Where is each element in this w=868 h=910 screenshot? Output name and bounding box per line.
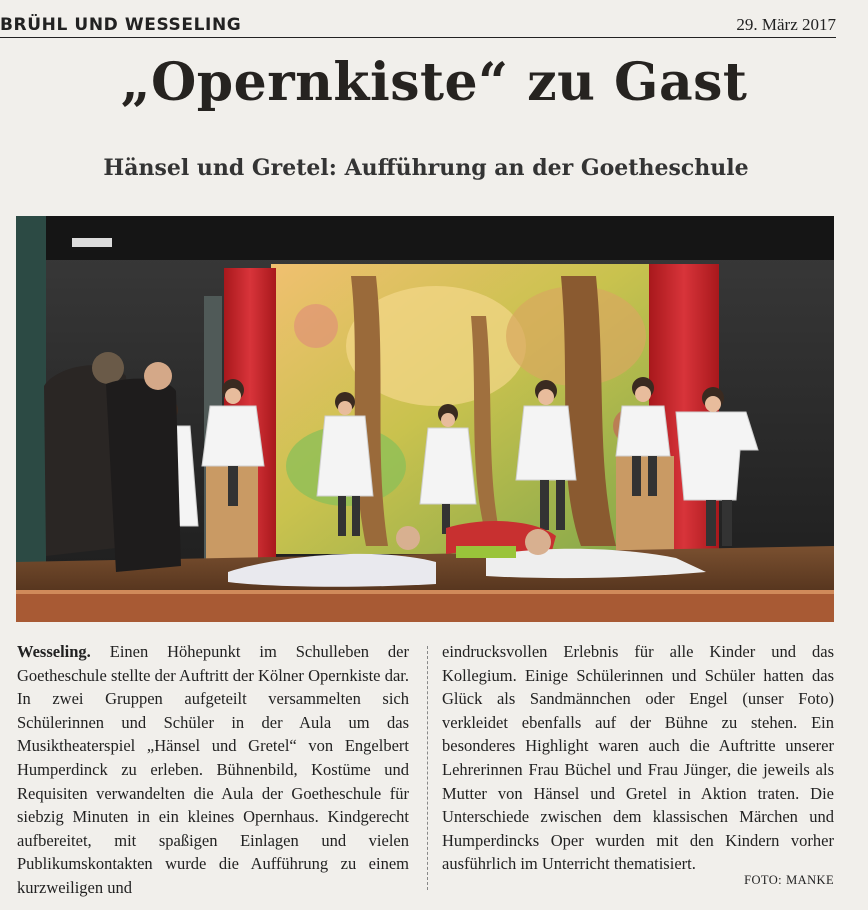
issue-date: 29. März 2017 — [736, 15, 836, 34]
subheadline: Hänsel und Gretel: Aufführung an der Goetheschule — [103, 155, 749, 181]
column-1-text: Einen Höhepunkt im Schulleben der Goetheschule stellte der Auftritt der Kölner Opernkiste dar. In zwei Gruppen aufgeteilt versammelten sich Schülerinnen und Schüler in der Aula um das Musiktheaterspiel „Hänsel und Gretel“ von Engelbert Humperdinck zu erleben. Bühnenbild, Kostüme und Requisiten verwandelten die Aula der Goetheschule für siebzig Minuten in ein kleines Opernhaus. Kindgerecht aufbereitet, mit spaßigen Einlagen und vielen Publikumskontakten wurde die Aufführung zu einem kurzweiligen und — [17, 642, 409, 897]
column-divider — [427, 646, 428, 890]
headline: „Opernkiste“ zu Gast — [120, 52, 748, 113]
page-header — [0, 8, 836, 38]
article-column-2 — [442, 640, 834, 876]
section-title: BRÜHL UND WESSELING — [0, 15, 242, 35]
article-lead: Wesseling. — [17, 642, 91, 661]
column-2-text: eindrucksvollen Erlebnis für alle Kinder und das Kollegium. Einige Schülerinnen und Schüler hatten das Glück als Sandmännchen oder Engel (unser Foto) verkleidet ebenfalls auf der Bühne zu stehen. Ein besonderes Highlight waren auch die Auftritte unserer Lehrerinnen Frau Büchel und Frau Jünger, die jeweils als Mutter von Hänsel und Gretel in Aktion traten. Die Unterschiede zwischen dem klassischen Märchen und Humperdincks Oper wurden mit den Kindern vorher ausführlich im Unterricht thematisiert. — [442, 642, 834, 874]
article-column-1 — [17, 640, 409, 900]
credit-prefix: FOTO: — [744, 873, 782, 887]
credit-name: MANKE — [786, 873, 834, 887]
photo-credit — [744, 872, 834, 889]
stage-photo — [16, 216, 834, 622]
